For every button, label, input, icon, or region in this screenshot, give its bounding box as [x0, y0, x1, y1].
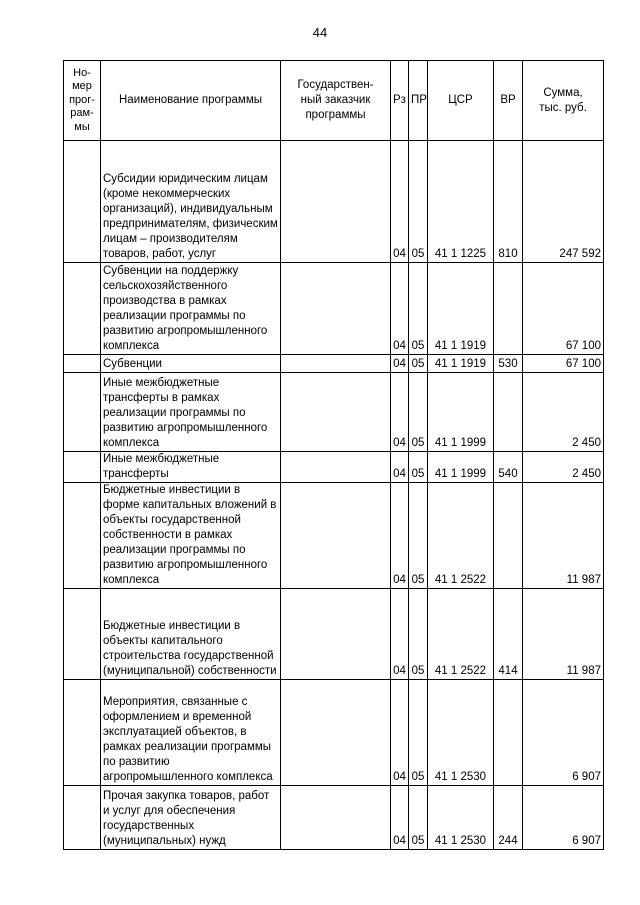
cell-program-name: Прочая закупка товаров, работ и услуг для обеспечения государственных (муниципальных) нужд: [101, 786, 281, 850]
cell-pr: 05: [409, 355, 428, 373]
header-rz: Рз: [391, 61, 409, 141]
cell-vr: 530: [494, 355, 523, 373]
header-program-number: Но- мер прог- рам- мы: [64, 61, 101, 141]
cell-state-customer: [281, 141, 391, 263]
cell-pr: 05: [409, 680, 428, 786]
cell-vr: 244: [494, 786, 523, 850]
cell-program-number: [64, 680, 101, 786]
cell-state-customer: [281, 680, 391, 786]
cell-csr: 41 1 1999: [428, 373, 494, 452]
table-row: [64, 680, 604, 786]
header-state-customer: Государствен- ный заказчик программы: [281, 61, 391, 141]
cell-pr: 05: [409, 589, 428, 680]
cell-program-name: Бюджетные инвестиции в объекты капитального строительства государственной (муниципальной) собственности: [101, 589, 281, 680]
cell-program-number: [64, 452, 101, 483]
cell-state-customer: [281, 373, 391, 452]
cell-program-name: Субвенции: [101, 355, 281, 373]
cell-sum: 11 987: [523, 483, 604, 589]
cell-sum: 67 100: [523, 355, 604, 373]
cell-sum: 2 450: [523, 452, 604, 483]
table-row: [64, 786, 604, 850]
cell-vr: 810: [494, 141, 523, 263]
cell-sum: 6 907: [523, 786, 604, 850]
table-row: [64, 355, 604, 373]
cell-program-number: [64, 589, 101, 680]
table-row: [64, 141, 604, 263]
cell-csr: 41 1 1919: [428, 263, 494, 355]
cell-program-number: [64, 786, 101, 850]
cell-program-number: [64, 263, 101, 355]
header-vr: ВР: [494, 61, 523, 141]
cell-vr: [494, 373, 523, 452]
cell-pr: 05: [409, 786, 428, 850]
cell-vr: 540: [494, 452, 523, 483]
cell-pr: 05: [409, 483, 428, 589]
cell-csr: 41 1 2522: [428, 483, 494, 589]
cell-state-customer: [281, 355, 391, 373]
cell-csr: 41 1 1919: [428, 355, 494, 373]
header-pr: ПР: [409, 61, 428, 141]
table-row: [64, 452, 604, 483]
table-header-row: [64, 61, 604, 141]
cell-rz: 04: [391, 786, 409, 850]
table-row: [64, 263, 604, 355]
cell-program-name: Мероприятия, связанные с оформлением и временной эксплуатацией объектов, в рамках реализации программы по развитию агропромышленного комплекса: [101, 680, 281, 786]
cell-pr: 05: [409, 452, 428, 483]
cell-program-number: [64, 355, 101, 373]
cell-rz: 04: [391, 141, 409, 263]
cell-program-name: Субвенции на поддержку сельскохозяйственного производства в рамках реализации программы по развитию агропромышленного комплекса: [101, 263, 281, 355]
cell-sum: 11 987: [523, 589, 604, 680]
cell-state-customer: [281, 786, 391, 850]
cell-program-number: [64, 373, 101, 452]
cell-program-name: Субсидии юридическим лицам (кроме некоммерческих организаций), индивидуальным предпринимателям, физическим лицам – производителям товаров, работ, услуг: [101, 141, 281, 263]
header-program-name: Наименование программы: [101, 61, 281, 141]
cell-rz: 04: [391, 680, 409, 786]
cell-rz: 04: [391, 263, 409, 355]
cell-vr: [494, 483, 523, 589]
cell-csr: 41 1 2530: [428, 680, 494, 786]
cell-rz: 04: [391, 373, 409, 452]
table-row: [64, 589, 604, 680]
cell-csr: 41 1 1225: [428, 141, 494, 263]
table-row: [64, 483, 604, 589]
cell-csr: 41 1 2530: [428, 786, 494, 850]
cell-pr: 05: [409, 141, 428, 263]
header-csr: ЦСР: [428, 61, 494, 141]
cell-sum: 247 592: [523, 141, 604, 263]
cell-csr: 41 1 1999: [428, 452, 494, 483]
cell-rz: 04: [391, 355, 409, 373]
cell-pr: 05: [409, 263, 428, 355]
cell-state-customer: [281, 452, 391, 483]
cell-vr: 414: [494, 589, 523, 680]
cell-sum: 67 100: [523, 263, 604, 355]
budget-table: [63, 60, 604, 850]
cell-csr: 41 1 2522: [428, 589, 494, 680]
cell-program-name: Бюджетные инвестиции в форме капитальных вложений в объекты государственной собственности в рамках реализации программы по развитию агропромышленного комплекса: [101, 483, 281, 589]
cell-program-number: [64, 483, 101, 589]
header-sum: Сумма, тыс. руб.: [523, 61, 604, 141]
cell-vr: [494, 680, 523, 786]
cell-program-number: [64, 141, 101, 263]
cell-vr: [494, 263, 523, 355]
cell-program-name: Иные межбюджетные трансферты в рамках реализации программы по развитию агропромышленного комплекса: [101, 373, 281, 452]
cell-pr: 05: [409, 373, 428, 452]
cell-state-customer: [281, 483, 391, 589]
cell-rz: 04: [391, 483, 409, 589]
cell-rz: 04: [391, 589, 409, 680]
table-row: [64, 373, 604, 452]
cell-state-customer: [281, 589, 391, 680]
cell-rz: 04: [391, 452, 409, 483]
cell-sum: 6 907: [523, 680, 604, 786]
page-number: 44: [312, 25, 328, 40]
cell-program-name: Иные межбюджетные трансферты: [101, 452, 281, 483]
cell-state-customer: [281, 263, 391, 355]
cell-sum: 2 450: [523, 373, 604, 452]
